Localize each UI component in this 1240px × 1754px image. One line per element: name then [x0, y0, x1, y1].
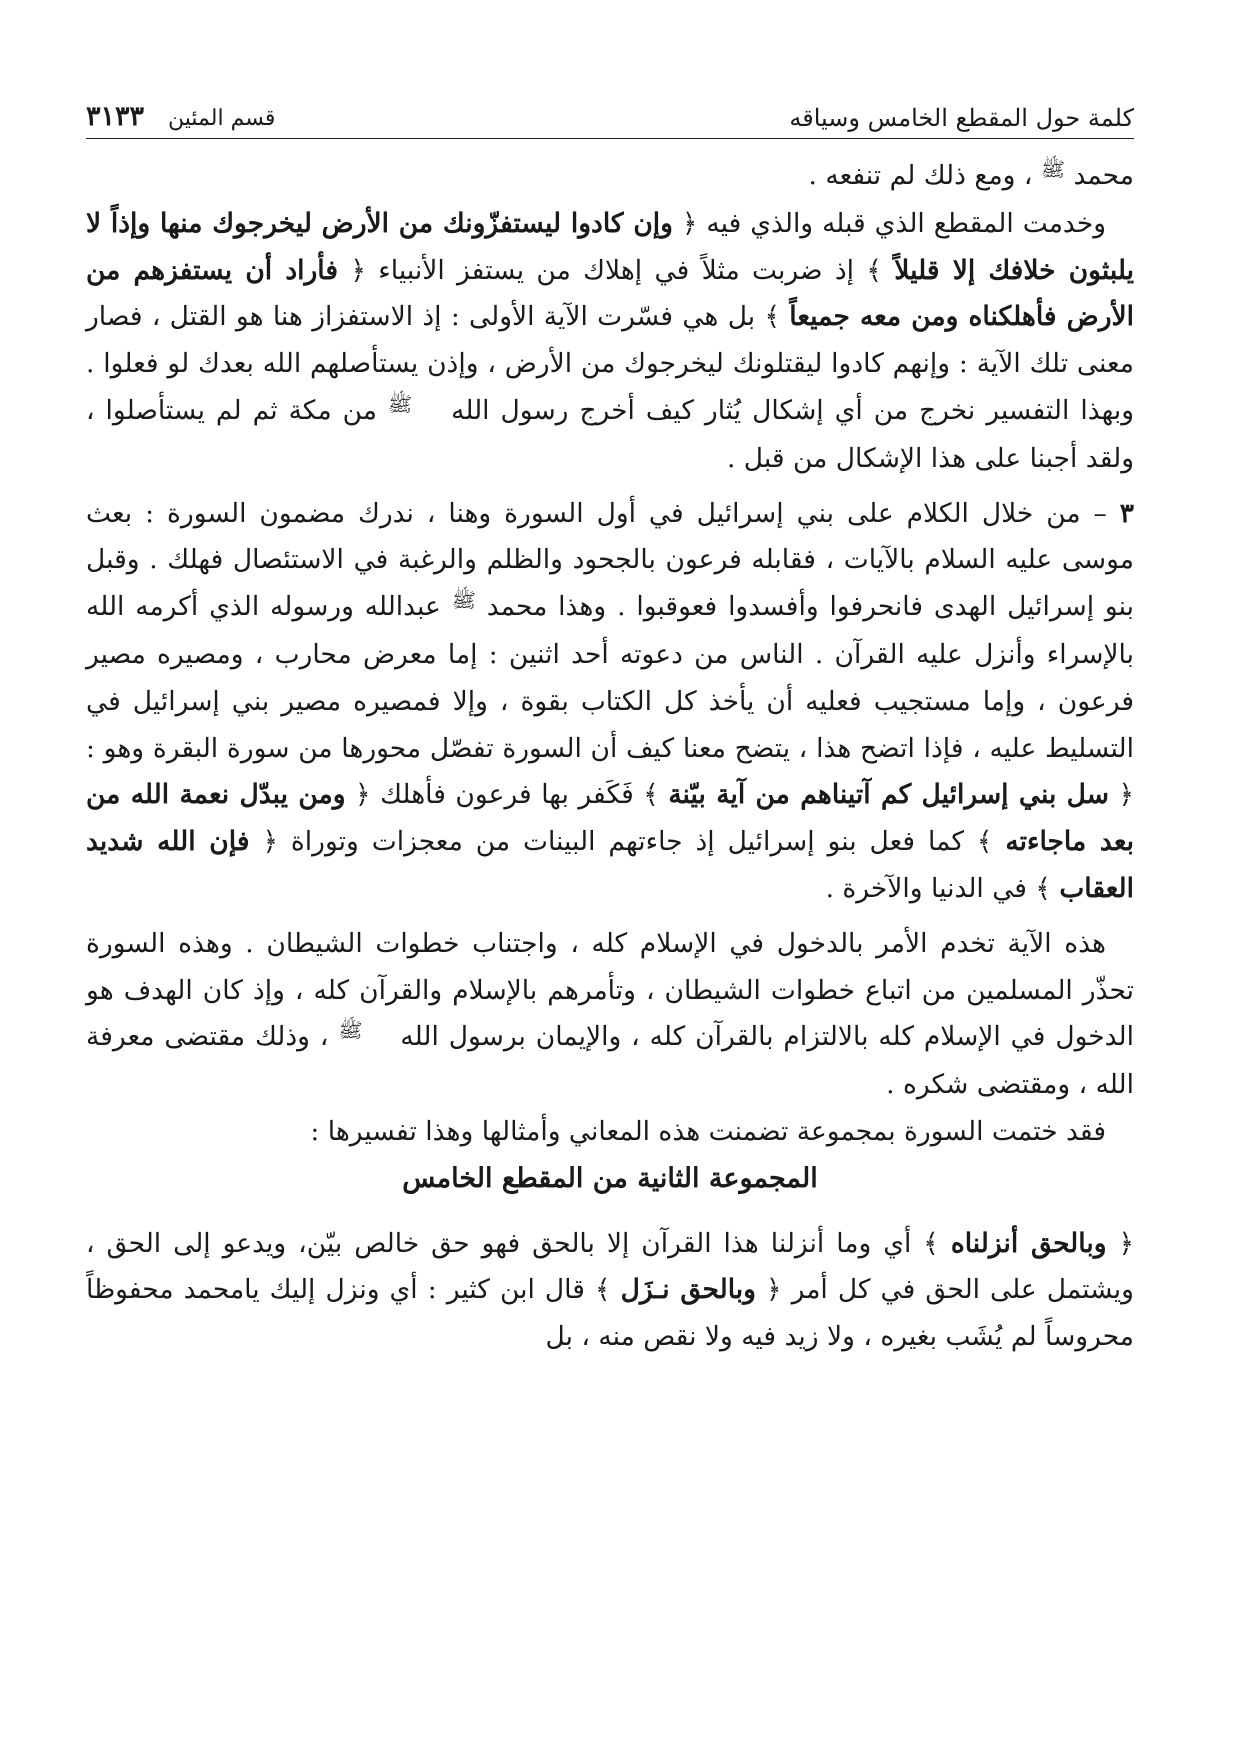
honorific-glyph: ﷺ: [1040, 157, 1066, 181]
text-run: وخدمت المقطع الذي قبله والذي فيه ﴿: [672, 207, 1106, 239]
quran-quote: وإن كادوا ليستفزّونك من الأرض ليخرجوك منها وإذاً لا يلبثون خلافك إلا قليلاً: [86, 207, 1134, 286]
section-name: قسم المئين: [168, 106, 276, 131]
text-run: ، وذلك مقتضى معرفة الله ، ومقتضى شكره .: [86, 1021, 1134, 1101]
honorific-glyph: ﷺ: [451, 588, 476, 613]
paragraph: [86, 491, 1134, 913]
text-run: ﴾ كما فعل بنو إسرائيل إذ جاءتهم البينات من معجزات وتوراة ﴿: [249, 826, 1006, 858]
book-page: [86, 80, 1134, 1720]
paragraph: [86, 1109, 1134, 1156]
paragraph: [86, 921, 1134, 1109]
text-run: ﴿: [1106, 1227, 1134, 1259]
quran-quote: وبالحق أنزلناه: [950, 1227, 1107, 1259]
honorific-glyph: ﷺ: [387, 391, 413, 416]
text-run: عبدالله ورسوله الذي أكرمه الله بالإسراء وأنزل عليه القرآن . الناس من دعوته أحد اثنين : إما معرض محارب ، ومصيره مصير فرعون ، وإما مستجيب فعليه أن يأخذ كل الكتاب بقوة ، وإلا فمصيره مصير بني إسرائيل في التسليط عليه ، فإذا اتضح هذا ، يتضح معنا كيف أن السورة تفصّل محورها من سورة البقرة وهو : ﴿: [86, 591, 1134, 811]
text-run: ﴾ أي وما أنزلنا هذا القرآن إلا بالحق فهو حق خالص بيّن، ويدعو إلى الحق ، ويشتمل على الحق في كل أمر ﴿: [86, 1227, 1134, 1306]
text-run: – من خلال الكلام على بني إسرائيل في أول السورة وهنا ، ندرك مضمون السورة : بعث موسى عليه السلام بالآيات ، فقابله فرعون بالجحود والظلم والرغبة في الاستئصال فهلك . وقبل بنو إسرائيل الهدى فانحرفوا وأفسدوا فعوقبوا . وهذا محمد: [86, 497, 1134, 623]
text-run: هذه الآية تخدم الأمر بالدخول في الإسلام كله ، واجتناب خطوات الشيطان . وهذه السورة تحذّر المسلمين من اتباع خطوات الشيطان ، وتأمرهم بالإسلام والقرآن كله ، وإذ كان الهدف هو الدخول في الإسلام كله بالالتزام بالقرآن كله ، والإيمان برسول الله: [86, 927, 1134, 1053]
quran-quote: فإن الله شديد العقاب: [86, 826, 1134, 904]
quran-quote: ومن يبدّل نعمة الله من بعد ماجاءته: [86, 779, 1134, 858]
paragraph: [86, 153, 1134, 201]
text-run: ﴾ في الدنيا والآخرة .: [825, 872, 1060, 904]
quran-quote: وبالحق نـزَل: [620, 1274, 756, 1306]
text-run: ، ومع ذلك لم تنفعه .: [808, 160, 1041, 191]
quran-quote: سل بني إسرائيل كم آتيناهم من آية بيّنة: [668, 779, 1109, 811]
running-header: [86, 80, 1134, 139]
text-run: ﴾ قال ابن كثير : أي ونزل إليك يامحمد محفوظاً محروساً لم يُشَب بغيره ، ولا زيد فيه ولا نقص منه ، بل: [86, 1274, 1134, 1353]
quran-quote: فأراد أن يستفزهم من الأرض فأهلكناه ومن معه جميعاً: [86, 254, 1134, 333]
text-run: من مكة ثم لم يستأصلوا ، ولقد أجبنا على هذا الإشكال من قبل .: [86, 394, 1134, 474]
header-page-info: [86, 101, 275, 132]
running-title: كلمة حول المقطع الخامس وسياقه: [789, 104, 1134, 132]
text-run: ﴾ بل هي فسّرت الآية الأولى : إذ الاستفزاز هنا هو القتل ، فصار معنى تلك الآية : وإنهم كادوا ليقتلونك ليخرجوك من الأرض ، وإذن يستأصلهم الله بعدك لو فعلوا . وبهذا التفسير نخرج من أي إشكال يُثار كيف أخرج رسول الله: [86, 301, 1134, 426]
section-subheading: المجموعة الثانية من المقطع الخامس: [402, 1162, 818, 1194]
honorific-glyph: ﷺ: [338, 1018, 363, 1043]
paragraph: [86, 201, 1134, 483]
paragraph: [86, 1221, 1134, 1361]
text-run: ﴾ فَكَفر بها فرعون فأهلك ﴿: [345, 779, 669, 811]
page-number: ٣١٣٣: [86, 101, 145, 132]
text-run: ﴾ إذ ضربت مثلاً في إهلاك من يستفز الأنبياء ﴿: [338, 254, 895, 286]
text-run: فقد ختمت السورة بمجموعة تضمنت هذه المعاني وأمثالها وهذا تفسيرها :: [310, 1115, 1106, 1147]
text-run: محمد: [1065, 160, 1134, 191]
body-text: [86, 153, 1134, 1361]
point-number: ٣: [1119, 497, 1134, 529]
